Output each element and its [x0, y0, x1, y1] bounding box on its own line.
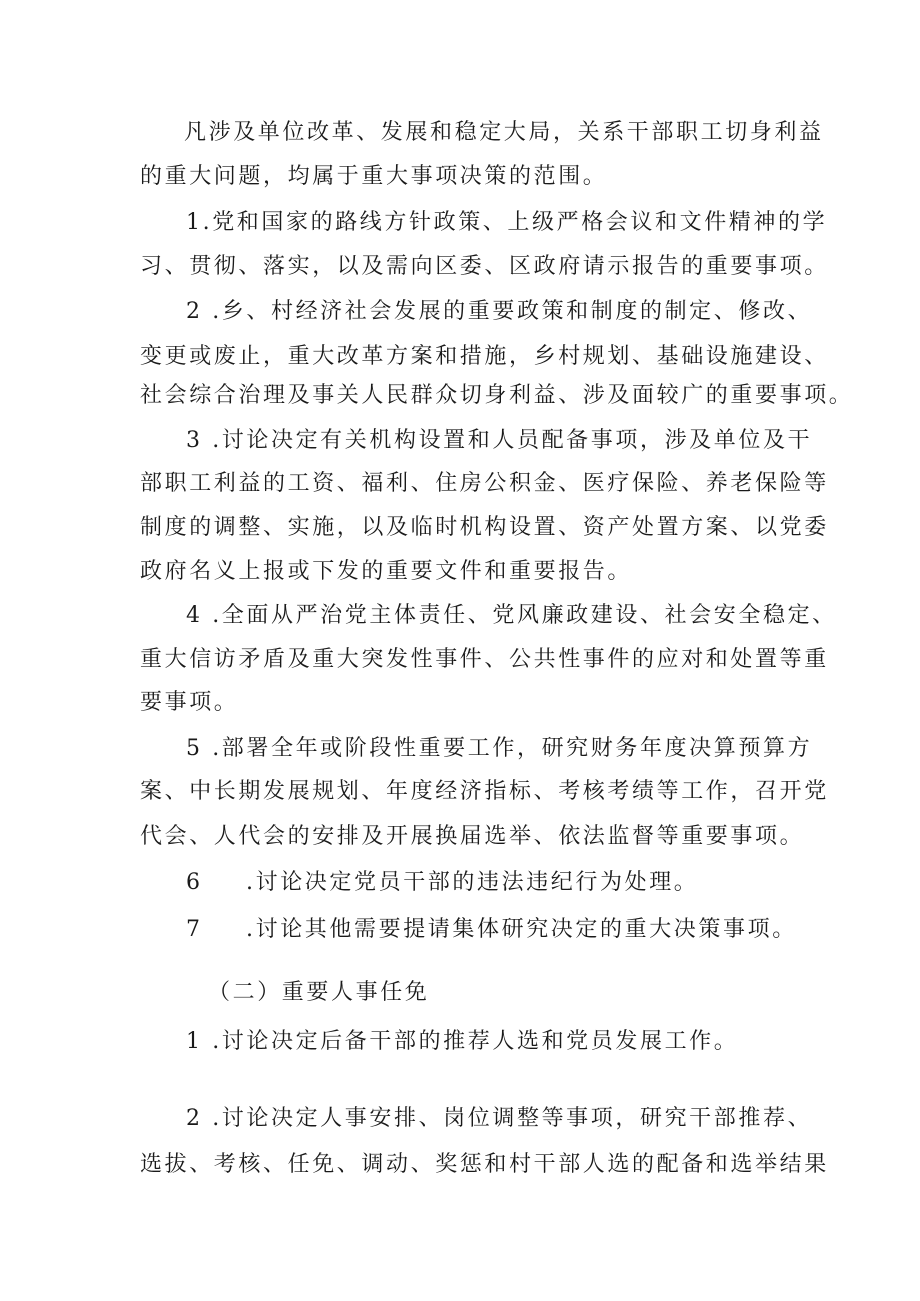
item-3-line-1: 3 .讨论决定有关机构设置和人员配备事项，涉及单位及干: [186, 428, 813, 453]
section-heading-personnel: （二）重要人事任免: [208, 980, 430, 1005]
item-4-line-1: 4 .全面从严治党主体责任、党风廉政建设、社会安全稳定、: [186, 603, 837, 628]
item-4-line-2: 重大信访矛盾及重大突发性事件、公共性事件的应对和处置等重: [140, 647, 829, 672]
paragraph-intro-line-2: 的重大问题，均属于重大事项决策的范围。: [140, 164, 608, 189]
item-5-line-1: 5 .部署全年或阶段性重要工作，研究财务年度决算预算方: [186, 736, 813, 761]
item-2-line-3: 社会综合治理及事关人民群众切身利益、涉及面较广的重要事项。: [140, 383, 854, 408]
item-1-line-1: 1.党和国家的路线方针政策、上级严格会议和文件精神的学: [186, 210, 828, 235]
personnel-item-2-line-2: 选拔、考核、任免、调动、奖惩和村干部人选的配备和选举结果: [140, 1152, 829, 1177]
item-7-number: 7: [186, 917, 203, 942]
paragraph-intro-line-1: 凡涉及单位改革、发展和稳定大局，关系干部职工切身利益: [184, 120, 824, 145]
item-3-line-2: 部职工利益的工资、福利、住房公积金、医疗保险、养老保险等: [140, 471, 829, 496]
item-7-line: [186, 915, 797, 945]
item-5-line-3: 代会、人代会的安排及开展换届选举、依法监督等重要事项。: [140, 824, 805, 849]
item-6-number: 6: [186, 870, 203, 895]
item-2-line-1: 2 .乡、村经济社会发展的重要政策和制度的制定、修改、: [186, 299, 813, 324]
personnel-item-2-line-1: 2 .讨论决定人事安排、岗位调整等事项，研究干部推荐、: [186, 1106, 813, 1131]
item-7-text: .讨论其他需要提请集体研究决定的重大决策事项。: [246, 917, 797, 942]
item-3-line-3: 制度的调整、实施，以及临时机构设置、资产处置方案、以党委: [140, 515, 829, 540]
item-6-text: .讨论决定党员干部的违法违纪行为处理。: [246, 870, 699, 895]
item-5-line-2: 案、中长期发展规划、年度经济指标、考核考绩等工作，召开党: [140, 779, 829, 804]
item-1-line-2: 习、贯彻、落实，以及需向区委、区政府请示报告的重要事项。: [140, 254, 829, 279]
item-2-line-2: 变更或废止，重大改革方案和措施，乡村规划、基础设施建设、: [140, 344, 829, 369]
personnel-item-1-line-1: 1 .讨论决定后备干部的推荐人选和党员发展工作。: [186, 1029, 739, 1054]
item-4-line-3: 要事项。: [140, 690, 239, 715]
item-6-line: [186, 868, 698, 898]
item-3-line-4: 政府名义上报或下发的重要文件和重要报告。: [140, 559, 633, 584]
